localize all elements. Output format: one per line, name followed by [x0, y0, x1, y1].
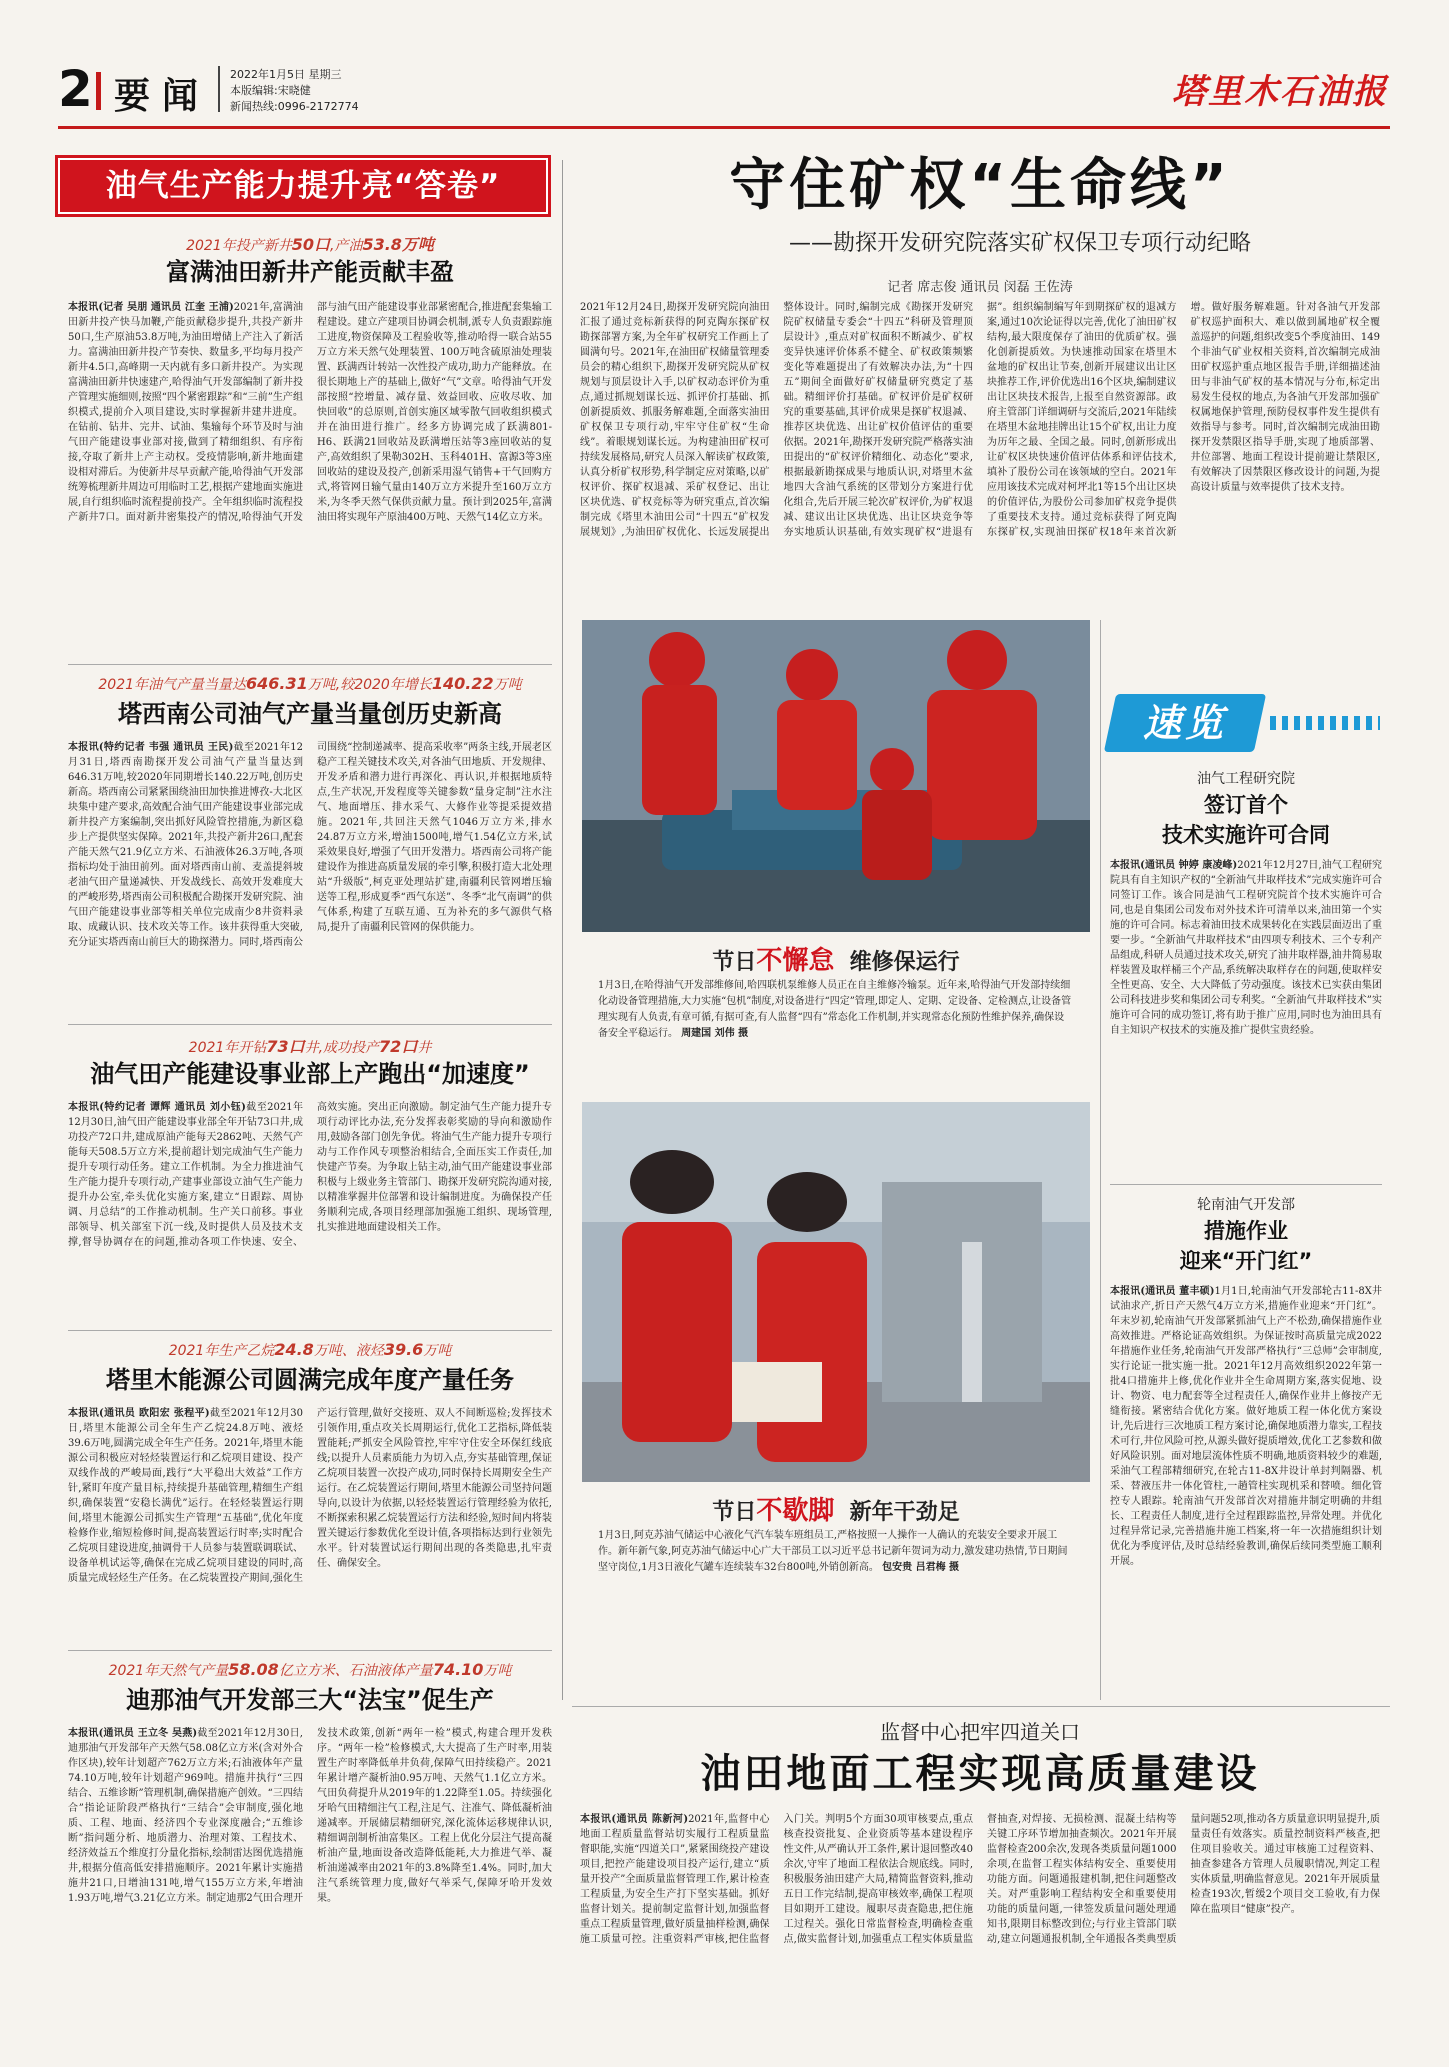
bottom-byline: 本报讯(通讯员 陈新河): [580, 1814, 689, 1825]
sidebar-badge: [1104, 694, 1266, 752]
subtitle-num1: 73口: [266, 1037, 305, 1056]
article-subtitle: [68, 232, 552, 254]
photo-maintenance: [582, 620, 1090, 932]
masthead-rule: [58, 126, 1390, 129]
subtitle-pre: 2021年生产乙烷: [168, 1343, 275, 1359]
subtitle-pre: 2021年天然气产量: [108, 1663, 229, 1679]
feature-title: 守住矿权“生命线”: [729, 153, 1231, 218]
masthead: [58, 60, 1388, 122]
article-divider: [68, 664, 552, 665]
photo-caption: [598, 978, 1074, 1090]
caption-text: 1月3日,在哈得油气开发部维修间,哈四联机泵维修人员正在自主维修冷输泵。近年来,哈得油气开发部持续细化动设备管理措施,大力实施“包机”制度,对设备进行“四定”管理,即定人、定期、定设备、定检测点,让设备管理实现有人负责,有章可循,有据可查,有人监督“四有”常态化工作机制,并实现常态化预防性维护保养,确保设备安全平稳运行。: [598, 980, 1072, 1039]
subtitle-num1: 50口: [291, 235, 330, 254]
article-byline: 本报讯(记者 吴朋 通讯员 江奎 王浦): [68, 302, 234, 313]
subtitle-num1: 24.8: [274, 1340, 314, 1359]
article-divider: [68, 1650, 552, 1651]
subtitle-pre: 2021年开钻: [188, 1040, 267, 1056]
sidebar-pretitle: 轮南油气开发部: [1197, 1197, 1295, 1213]
article-title: 油气田产能建设事业部上产跑出“加速度”: [90, 1060, 530, 1088]
page-number-divider: [96, 72, 101, 110]
caption-title-red: 不懈怠: [756, 946, 835, 976]
subtitle-post: 万吨: [493, 677, 522, 693]
bottom-kicker: 监督中心把牢四道关口: [880, 1720, 1080, 1744]
article-text: 截至2021年12月30日,迪那油气开发部年产天然气58.08亿立方米(含对外合作区块),较年计划超产762万立方米;石油液体年产量74.10万吨,较年计划超产969吨。措施井执行“三四结合、五维诊断”管理机制,确保措施产创效。“三四结合”指论证阶段严格执行“三结合”会审制度,强化地质、工程、地面、经济四个专业深度融合;“五维诊断”指问题分析、地质潜力、治理对策、工程技术、经济效益五个维度打分量化指标,绘制雷达图优选措施井,根据分值高低安排措施顺序。2021年累计实施措施井21口,日增油131吨,增气155万立方米,年增油1.93万吨,增气3.21亿立方米。制定迪那2气田合理开发技术政策,创新“两年一检”模式,构建合理开发秩序。“两年一检”检修模式,大大提高了生产时率,用装置生产时率降低单井负荷,保障气田持续稳产。2021年累计增产凝析油0.95万吨、天然气1.1亿立方米。气田负荷提升从2019年的1.22降至1.05。持续强化牙哈气田精细注气工程,注足气、注准气、降低凝析油递减率。开展储层精细研究,深化流体运移规律认识,精细调剖制析油富集区。工程上优化分层注气提高凝析油产量,地面设备改造降低能耗,大力推进气举、凝析油递减率由2021年的3.8%降至1.4%。同时,加大注气系统管理力度,做好气举采气,保障牙哈开发效果。: [68, 1728, 552, 1904]
sidebar-badge-text: 速览: [1142, 701, 1227, 745]
article-fuman: [68, 232, 552, 652]
caption-title-pre: 节日: [712, 1500, 757, 1525]
subtitle-post: 井: [417, 1040, 432, 1056]
article-text: 截至2021年12月31日,塔西南勘探开发公司油气产量当量达到646.31万吨,较2020年同期增长140.22万吨,创历史新高。塔西南公司紧紧围绕油田加快推进博孜-大北区块集中建产要求,高效配合油气田产能建设事业部完成新井投产方案编制,突出抓好风险管控措施,为新区稳步上产提供坚实保障。2021年,共投产新井26口,配套产能天然气21.9亿立方米、石油液体26.3万吨,各项指标均处于油田前列。面对塔西南山前、麦盖提斜坡老油气田产量递减快、开发战线长、高效开发难度大的严峻形势,塔西南公司积极配合勘探开发研究院、油气田产能建设事业部等相关单位完成南少8井资料录取、成藏认识、技术攻关等工作。该井获得重大突破,充分证实塔西南山前巨大的勘探潜力。同时,塔西南公司围绕“控制递减率、提高采收率”两条主线,开展老区稳产工程关键技术攻关,对各油气田地质、开发规律、开发矛盾和潜力进行再深化、再认识,并根据地质特点,生产状况,开发程度等关键参数“量身定制”注水注气、地面增压、排水采气、大修作业等提采提效措施。2021年,共回注天然气1046万立方米,排水24.87万立方米,增油1500吨,增气1.54亿立方米,试采效果良好,增强了气田开发潜力。塔西南公司将产能建设作为推进高质量发展的牵引擎,积极打造大北处理站“升级版”,柯克亚处理站扩建,南疆利民管网增压输送等工程,形成夏季“西气东送”、冬季“北气南调”的供气体系,构建了互联互通、互为补充的多气源供气格局,提升了南疆利民管网的保供能力。: [68, 742, 552, 948]
sidebar-pretitle: 油气工程研究院: [1197, 771, 1295, 787]
article-byline: 本报讯(通讯员 王立冬 吴燕): [68, 1728, 198, 1739]
sidebar-body: [1110, 1284, 1382, 1692]
sidebar-item-lunnan: [1110, 1194, 1382, 1694]
article-subtitle: [68, 1660, 552, 1682]
article-byline: 本报讯(特约记者 谭辉 通讯员 刘小钰): [68, 1102, 246, 1113]
article-body: [68, 300, 552, 650]
article-byline: 本报讯(通讯员 欧阳宏 张程平): [68, 1408, 210, 1419]
photo-caption: [598, 1528, 1074, 1632]
article-dina: [68, 1660, 552, 2010]
article-subtitle: [68, 1340, 552, 1362]
bottom-title: 油田地面工程实现高质量建设: [700, 1751, 1260, 1797]
article-body: [68, 1100, 552, 1318]
bottom-divider: [572, 1706, 1390, 1707]
article-title: 富满油田新井产能贡献丰盈: [166, 258, 454, 286]
article-subtitle: [68, 1034, 552, 1056]
article-subtitle: [68, 674, 552, 696]
sidebar-title-line2: 迎来“开门红”: [1179, 1249, 1313, 1273]
caption-text: 1月3日,阿克苏油气储运中心液化气汽车装车班组员工,严格按照一人操作一人确认的充装安全要求开展工作。新年新气象,阿克苏油气储运中心广大干部员工以习近平总书记新年贺词为动力,激发建功热情,节日期间坚守岗位,1月3日液化气罐车连续装车32台800吨,外销创新高。: [598, 1530, 1068, 1573]
subtitle-mid: ,产油: [329, 238, 363, 254]
sidebar-divider: [1100, 620, 1101, 1700]
caption-title-post: 新年干劲足: [849, 1500, 960, 1525]
article-taxinan: [68, 674, 552, 1014]
left-banner-text: 油气生产能力提升亮“答卷”: [105, 168, 501, 204]
feature-byline: 记者 席志俊 通讯员 闵磊 王佐涛: [887, 280, 1073, 295]
sidebar-item-license: [1110, 768, 1382, 1178]
sidebar-byline: 本报讯(通讯员 钟婷 康凌峰): [1110, 860, 1238, 871]
article-text: 2021年,富满油田新井投产快马加鞭,产能贡献稳步提升,共投产新井50口,生产原油53.8万吨,为油田增储上产注入了新活力。富满油田新井投产节奏快、数量多,平均每月投产新井4.5口,高峰期一天内就有多口新井投产。为实现富满油田新井快速建产,哈得油气开发部编制了新井投产管理实施细则,按照“四个紧密跟踪”和“三前”生产组织模式,提前介入项目建设,实时掌握新井建井进度。在钻前、钻井、完井、试油、集输每个环节及时与油气田产能建设事业部对接,做到了精细组织、有序衔接,夺取了新井上产主动权。受疫情影响,新井地面建设相对滞后。为使新井尽早贡献产能,哈得油气开发部统筹梳理新井周边可用临时工艺,根据产建地面实施进展,自行组织临时流程提前投产。全年组织临时流程投产新井7口。面对新井密集投产的情况,哈得油气开发部与油气田产能建设事业部紧密配合,推进配套集输工程建设。建立产建项目协调会机制,派专人负责跟踪施工进度,物资保障及工程验收等,推动哈得一联合站55万立方米天然气处理装置、100万吨含硫原油处理装置、跃满西计转站一次性投产成功,助力产能释放。在很长期地上产的基础上,做好“气”文章。哈得油气开发部按照“控增量、减存量、效益回收、应收尽收、加快回收”的总原则,首创实施区域零散气回收组织模式并在油田进行推广。经多方协调完成了跃满801-H6、跃满21回收站及跃满增压站等3座回收站的复产,高效组织了果勒302H、玉科401H、富源3等3座回收站的建设及投产,创新采用湿气销售+干气回购方式,将管网日输气量由140万立方米提升至160万立方米,为冬季天然气保供贡献力量。预计到2025年,富满油田将实现年产原油400万吨、天然气14亿立方米。: [68, 302, 552, 523]
left-banner: [58, 158, 548, 214]
sidebar-body: [1110, 858, 1382, 1170]
feature-body: 2021年12月24日,勘探开发研究院向油田汇报了通过竞标新获得的阿克陶东探矿权勘探部署方案,为全年矿权研究工作画上了圆满句号。2021年,在油田矿权储量管理委员会的精心组织下,勘探开发研究院从矿权规划与顶层设计入手,以矿权动态评价为重点,通过抓规划谋长远、抓评价打基础、抓创新提质效、抓服务解难题,全面落实油田矿权保卫专项行动,牢牢守住矿权“生命线”。着眼规划谋长远。为构建油田矿权可持续发展格局,研究人员深入解读矿权政策,认真分析矿权形势,科学制定应对策略,以矿权评价、探矿权退减、采矿权登记、出让区块优选、矿权竞标等为研究重点,首次编制完成《塔里木油田公司“十四五”矿权发展规划》,为油田矿权优化、长远发展提出整体设计。同时,编制完成《勘探开发研究院矿权储量专委会“十四五”科研及管理顶层设计》,重点对矿权面积不断减少、矿权变异快速评价体系不健全、矿权政策频繁变化等难题提出了有效解决办法,为“十四五”期间全面做好矿权储量研究奠定了基础。精细评价打基础。矿权评价是矿权研究的重要基础,其评价成果是探矿权退减、推荐区块优选、出让矿权价值评估的重要依据。2021年,勘探开发研究院严格落实油田提出的“矿权评价精细化、动态化”要求,根据最新勘探成果与地质认识,对塔里木盆地四大含油气系统的区带划分方案进行优化组合,先后开展三轮次矿权评价,为矿权退减、建议出让区块优选、出让区块竞争等夯实地质认识基础,有效实现矿权“进退有据”。组织编制编写年到期探矿权的退减方案,通过10次论证得以完善,优化了油田矿权结构,最大限度保存了油田的优质矿权。强化创新提质效。为快速推动国家在塔里木盆地的矿权出让节奏,创新开展建议出让区块推荐工作,评价优选出16个区块,编制建议出让区块技术报告,上报至自然资源部。政府主管部门详细调研与交流后,2021年陆续在塔里木盆地挂牌出让15个矿权,出让力度为历年之最、全国之最。同时,创新形成出让矿权区块快速价值评估体系和评估技术,填补了股份公司在该领域的空白。2021年应用该技术完成对柯坪北1等15个出让区块的价值评估,为股份公司参加矿权竞争提供了重要技术支持。通过竞标获得了阿克陶东探矿权,实现油田探矿权18年来首次新增。做好服务解难题。针对各油气开发部矿权巡护面积大、难以做到属地矿权全覆盖巡护的问题,组织改变5个季度油田、149个非油气矿业权相关资料,首次编制完成油田矿权巡护重点地区报告手册,详细描述油田与非油气矿权的基本情况与分布,标定出易发生侵权的地点,为各油气开发部加强矿权属地保护管理,预防侵权事件发生提供有效指导与参考。同时,首次编制完成油田勘探开发禁限区指导手册,实现了地质部署、井位部署、地面工程设计提前避让禁限区,有效解决了因禁限区修改设计的问题,为提高设计质量与效率提供了技术支持。: [580, 302, 1380, 538]
caption-title-pre: 节日: [712, 950, 757, 975]
subtitle-pre: 2021年投产新井: [186, 238, 292, 254]
subtitle-num2: 140.22: [431, 674, 494, 693]
subtitle-mid: 亿立方米、石油液体产量: [278, 1663, 433, 1679]
sidebar-badge-stripe: [1270, 716, 1380, 730]
article-divider: [68, 1330, 552, 1331]
subtitle-post: 万吨: [423, 1343, 452, 1359]
sidebar-byline: 本报讯(通讯员 董丰硕): [1110, 1286, 1215, 1297]
photo-credit: 周建国 刘伟 摄: [681, 1028, 749, 1039]
photo-loading: [582, 1102, 1090, 1482]
bottom-text: 2021年,监督中心地面工程质量监督站切实履行工程质量监督职能,实施“四道关口”,紧紧围绕投产建设项目,把控产能建设项目投产运行,建立“质量开投产”全面质量监督管理工作,累计检查工程质量,为安全生产打下坚实基础。抓好监督计划关。提前制定监督计划,加强监督重点工程质量管理,做好质量抽样检测,确保施工质量可控。注重资料严审核,把住监督入门关。判明5个方面30项审核要点,重点核查投资批复、企业资质等基本建设程序性文件,从严确认开工条件,累计退回整改40余次,守牢了地面工程依法合规底线。同时,积极服务油田建产大局,精简监督资料,推动五日工作完结制,提高审核效率,确保工程项目如期开工建设。履职尽责查隐患,把住施工过程关。强化日常监督检查,明确检查重点,做实监督计划,加强重点工程实体质量监督抽查,对焊接、无损检测、混凝土结构等关键工序环节增加抽查频次。2021年开展监督检查200余次,发现各类质量问题1000余项,在监督工程实体结构安全、重要使用功能方面。问题通报建机制,把住问题整改关。对严重影响工程结构安全和重要使用功能的质量问题,一律签发质量问题处理通知书,限期目标整改到位;与行业主管部门联动,建立问题通报机制,全年通报各类典型质量问题52项,推动各方质量意识明显提升,质量责任有效落实。质量控制资料严核查,把住项目验收关。通过审核施工过程资料、抽查参建各方管理人员履职情况,判定工程实体质量,明确监督意见。2021年开展质量检查193次,暂缓2个项目交工验收,有力保障在监项目“健康”投产。: [580, 1814, 1380, 1945]
subtitle-num2: 53.8万吨: [362, 235, 434, 254]
editor-line: 本版编辑:宋晓健: [230, 84, 311, 97]
article-body: [68, 1406, 552, 1638]
article-divider: [68, 1024, 552, 1025]
subtitle-post: 万吨: [483, 1663, 512, 1679]
subtitle-num1: 646.31: [246, 674, 308, 693]
article-text: 截至2021年12月30日,塔里木能源公司全年生产乙烷24.8万吨、液烃39.6万吨,圆满完成全年生产任务。2021年,塔里木能源公司积极应对轻烃装置运行和乙烷项目建设、投产双线作战的严峻局面,践行“大平稳出大效益”工作方针,紧盯年度产量目标,持续提升基础管理,精细生产组织,确保装置“安稳长满优”运行。在轻烃装置运行期间,塔里木能源公司抓实生产管理“五基础”,优化年度检修作业,缩短检修时间,提高装置运行时率;实时配合乙烷项目建设进度,抽调骨干人员参与装置联调联试、设备单机试运等,确保在完成乙烷项目建设的同时,高质量完成轻烃生产任务。在乙烷装置投产期间,强化生产运行管理,做好交接班、双人不间断巡检;发挥技术引领作用,重点攻关长周期运行,优化工艺指标,降低装置能耗;严抓安全风险管控,牢牢守住安全环保红线底线;以提升人员素质能力为切入点,夯实基础管理,保证乙烷项目装置一次投产成功,同时保持长周期安全生产运行。在乙烷装置运行期间,塔里木能源公司坚持问题导向,以设计为依据,以轻烃装置运行管理经验为依托,不断探索积累乙烷装置运行方法和经验,短时间内将装置关键运行参数优化至设计值,各项指标达到行业领先水平。针对装置试运行期间出现的各类隐患,扎牢责任、确保安全。: [68, 1408, 552, 1584]
article-body: [68, 740, 552, 1012]
subtitle-mid: 万吨,较2020年增长: [307, 677, 432, 693]
subtitle-num2: 74.10: [432, 1660, 484, 1679]
sidebar-title-line2: 技术实施许可合同: [1162, 823, 1330, 847]
subtitle-num1: 58.08: [228, 1660, 279, 1679]
article-title: 塔西南公司油气产量当量创历史新高: [118, 700, 502, 728]
caption-title-red: 不歇脚: [756, 1496, 835, 1526]
article-title: 迪那油气开发部三大“法宝”促生产: [126, 1686, 494, 1714]
maintenance-workers-illustration: [582, 620, 1090, 932]
sidebar-text: 2021年12月27日,油气工程研究院具有自主知识产权的“全新油气井取样技术”完成实施许可合同签订工作。该合同是油气工程研究院首个技术实施许可合同,也是自集团公司发布对外技术许可清单以来,油田第一个实施的许可合同。标志着油田技术成果转化在实践层面迈出了重要一步。“全新油气井取样技术”由四项专利技术、三个专利产品组成,科研人员通过技术攻关,研究了油井取样器,油井简易取样装置及取样桶三个产品,系统解决取样存在的问题,使取样安全性更高、安全、大大降低了劳动强度。该技术已实获由集团公司科技进步奖和集团公司专利奖。“全新油气井取样技术”实施许可合同的成功签订,将有助于推广应用,同时也为油田具有自主知识产权技术的实施及推广提供宝贵经验。: [1110, 860, 1382, 1036]
subtitle-mid: 井,成功投产: [304, 1040, 380, 1056]
sidebar-text: 1月1日,轮南油气开发部轮古11-8X井试油求产,折日产天然气4万立方米,措施作业迎来“开门红”。年末岁初,轮南油气开发部紧抓油气上产不松劲,确保措施作业高效推进。严格论证高效组织。为保证按时高质量完成2022年措施作业任务,轮南油气开发部严格执行“三总师”会审制度,实行论证一批实施一批。2021年12月高效组织2022年第一批4口措施井上修,优化作业井全生命周期方案,落实促地、设计、物资、电力配套等全过程责任人,确保作业井上修按产无缝衔接。紧密结合优化方案。做好地质工程一体化优方案设计,先后进行三次地质工程方案讨论,确保地质潜力靠实,工程技术可行,井位风险可控,从源头做好提质增效,优化工艺参数和做好风险识别。面对地层流体性质不明确,地质资料较少的难题,采油气工程部精细研究,在轮古11-8X井设计单封判隔器、机采、替液压井一体化管柱,一趟管柱实现机采和替喷。细化管控专人跟踪。轮南油气开发部首次对措施井制定明确的井组长、工程责任人制度,进行全过程跟踪监控,异常处理。并优化过程异常记录,完善措施井施工档案,将一年一次措施组织计划优化为季度评估,及时总结经验教训,确保后续同类型施工顺利开展。: [1110, 1286, 1382, 1567]
section-name: 要闻: [114, 76, 211, 117]
subtitle-mid: 万吨、液烃: [313, 1343, 384, 1359]
subtitle-pre: 2021年油气产量当量达: [98, 677, 247, 693]
article-nengyuan: [68, 1340, 552, 1640]
photo-credit: 包安贵 吕君梅 摄: [882, 1562, 960, 1573]
caption-title-post: 维修保运行: [849, 950, 960, 975]
section-divider: [218, 66, 220, 112]
article-byline: 本报讯(特约记者 韦强 通讯员 王民): [68, 742, 234, 753]
article-body: [68, 1726, 552, 2008]
page-number: 2: [58, 60, 93, 118]
photo-caption-title: [582, 940, 1090, 977]
sidebar-item-divider: [1110, 1184, 1382, 1185]
column-divider: [562, 160, 563, 1700]
article-text: 截至2021年12月30日,油气田产能建设事业部全年开钻73口井,成功投产72口井,建成原油产能每天2862吨、天然气产能每天508.5万立方米,提前超计划完成油气生产能力提升专项行动任务。建立工作机制。为全力推进油气生产能力提升专项行动,产建事业部设立油气生产能力提升办公室,牵头优化实施方案,建立“日跟踪、周协调、月总结”的工作推动机制。生产关口前移。事业部领导、机关部室下沉一线,及时提供人员及技术支撑,督导协调存在的问题,推动各项工作快速、安全、高效实施。突出正向激励。制定油气生产能力提升专项行动评比办法,充分发挥表彰奖励的导向和激励作用,鼓励各部门创先争优。将油气生产能力提升专项行动与工作作风专项整治相结合,全面压实工作责任,加快建产节奏。为争取上钻主动,油气田产能建设事业部积极与上级业务主管部门、勘探开发研究院沟通对接,以精准掌握井位部署和设计编制进度。为确保投产任务顺利完成,各项目经理部加强施工组织、现场管理,扎实推进地面建设相关工作。: [68, 1102, 552, 1248]
photo-caption-title: [582, 1490, 1090, 1527]
hotline-line: 新闻热线:0996-2172774: [230, 100, 359, 113]
feature-subtitle: ——勘探开发研究院落实矿权保卫专项行动纪略: [788, 231, 1251, 256]
paper-name-logo: 塔里木石油报: [1172, 72, 1388, 112]
subtitle-num2: 39.6: [383, 1340, 424, 1359]
sidebar-title-line1: 签订首个: [1204, 793, 1288, 817]
article-title: 塔里木能源公司圆满完成年度产量任务: [106, 1366, 514, 1394]
bottom-body: [580, 1812, 1380, 2012]
sidebar-title-line1: 措施作业: [1204, 1219, 1288, 1243]
article-chanjian: [68, 1034, 552, 1320]
subtitle-num2: 72口: [379, 1037, 418, 1056]
loading-workers-illustration: [582, 1102, 1090, 1482]
date-line: 2022年1月5日 星期三: [230, 68, 342, 81]
